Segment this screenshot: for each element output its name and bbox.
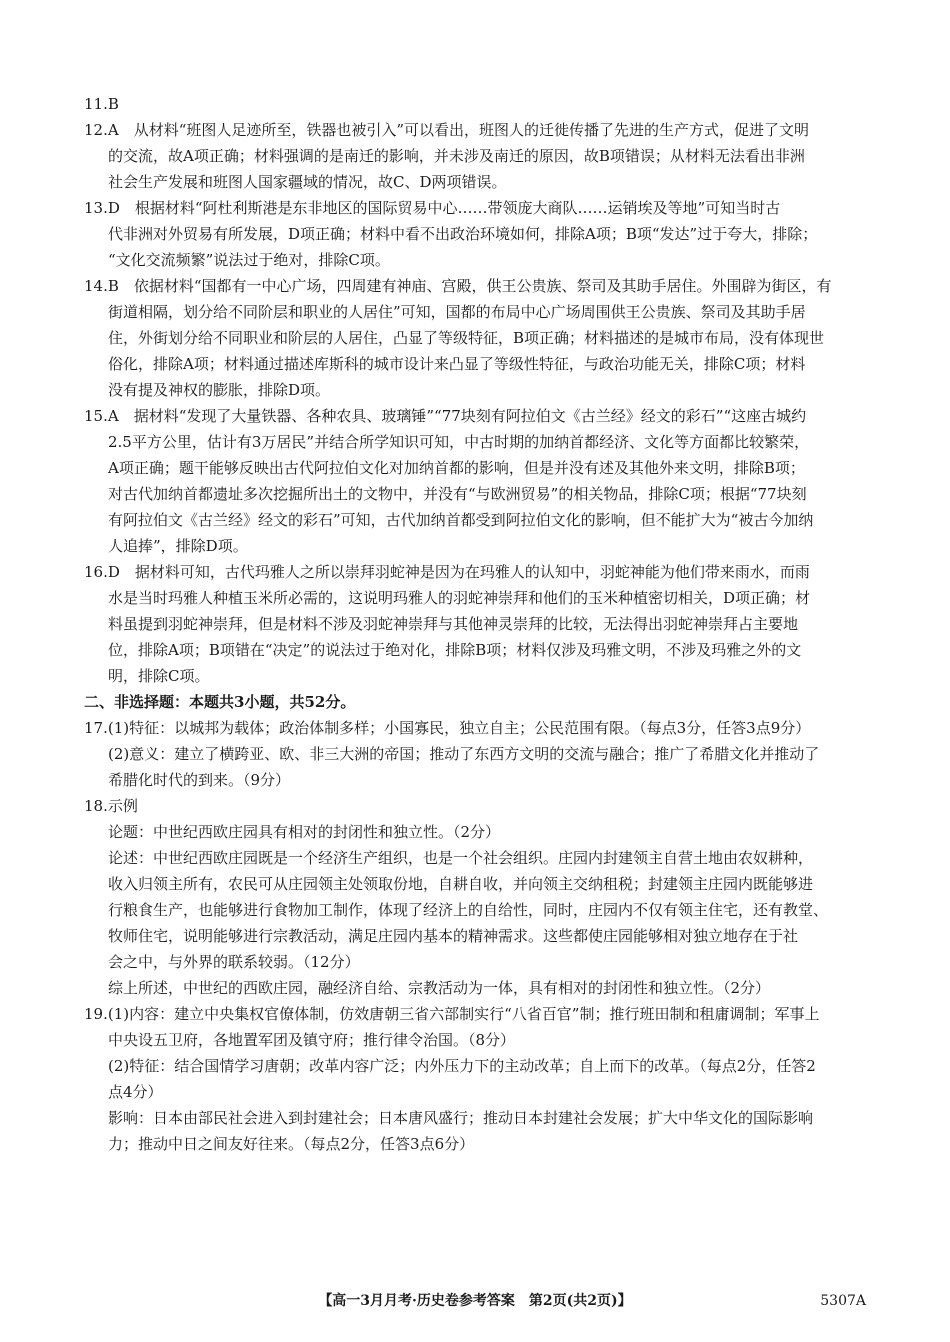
text-line: 17.(1)特征：以城邦为载体；政治体制多样；小国寡民，独立自主；公民范围有限。（每点3分，任答3点9分） [84, 719, 811, 737]
text-line: 料虽提到羽蛇神崇拜，但是材料不涉及羽蛇神崇拜与其他神灵崇拜的比较，无法得出羽蛇神崇拜占主要地 [108, 615, 799, 633]
text-line: (2)意义：建立了横跨亚、欧、非三大洲的帝国；推动了东西方文明的交流与融合；推广了希腊文化并推动了 [108, 745, 820, 763]
text-line: 14.B 依据材料“国都有一中心广场，四周建有神庙、宫殿，供王公贵族、祭司及其助手居住。外围辟为街区，有 [84, 277, 832, 295]
text-line: 12.A 从材料“班图人足迹所至，铁器也被引入”可以看出，班图人的迁徙传播了先进的生产方式，促进了文明 [84, 121, 810, 139]
text-line: 会之中，与外界的联系较弱。（12分） [108, 953, 360, 971]
text-line: 水是当时玛雅人种植玉米所必需的，这说明玛雅人的羽蛇神崇拜和他们的玉米种植密切相关，D项正确；材 [108, 589, 811, 607]
page-footer [0, 1290, 950, 1312]
text-line: A项正确；题干能够反映出古代阿拉伯文化对加纳首都的影响，但是并没有述及其他外来文明，排除B项； [108, 459, 805, 477]
text-line: 希腊化时代的到来。（9分） [108, 771, 291, 789]
text-line: 中央设五卫府，各地置军团及镇守府；推行律令治国。（8分） [108, 1031, 516, 1049]
text-line: 18.示例 [84, 797, 138, 815]
text-line: 有阿拉伯文《古兰经》经文的彩石”可知，古代加纳首都受到阿拉伯文化的影响，但不能扩大为“被古今加纳 [108, 511, 814, 529]
footer-title: 【高一3月月考·历史卷参考答案 第2页(共2页)】 [318, 1293, 632, 1309]
text-line: 俗化，排除A项；材料通过描述库斯科的城市设计来凸显了等级性特征，与政治功能无关，排除C项；材料 [108, 355, 806, 373]
text-line: 2.5平方公里，估计有3万居民”并结合所学知识可知，中古时期的加纳首都经济、文化等方面都比较繁荣， [108, 433, 810, 451]
text-line: 牧师住宅，说明能够进行宗教活动，满足庄园内基本的精神需求。这些都使庄园能够相对独立地存在于社 [108, 927, 799, 945]
text-line: 行粮食生产，也能够进行食物加工制作，体现了经济上的自给性，同时，庄园内不仅有领主住宅，还有教堂、 [108, 901, 829, 919]
text-line: 影响：日本由部民社会进入到封建社会；日本唐风盛行；推动日本封建社会发展；扩大中华文化的国际影响 [108, 1109, 814, 1127]
text-line: 点4分） [108, 1083, 163, 1101]
text-line: 力；推动中日之间友好往来。（每点2分，任答3点6分） [108, 1135, 475, 1153]
text-line: 对古代加纳首都遗址多次挖掘所出土的文物中，并没有“与欧洲贸易”的相关物品，排除C项；根据“77块刻 [108, 485, 807, 503]
section-heading: 二、非选择题：本题共3小题，共52分。 [84, 693, 356, 711]
text-line: 15.A 据材料“发现了大量铁器、各种农具、玻璃锤”“77块刻有阿拉伯文《古兰经》经文的彩石”“这座古城约 [84, 407, 807, 425]
text-line: 明，排除C项。 [108, 667, 210, 685]
text-line: 人追捧”，排除D项。 [108, 537, 248, 555]
text-line: 的交流，故A项正确；材料强调的是南迁的影响，并未涉及南迁的原因，故B项错误；从材料无法看出非洲 [108, 147, 805, 165]
text-line: 没有提及神权的膨胀，排除D项。 [108, 381, 331, 399]
text-line: 代非洲对外贸易有所发展，D项正确；材料中看不出政治环境如何，排除A项；B项“发达”过于夸大，排除； [108, 225, 818, 243]
text-line: 综上所述，中世纪的西欧庄园，融经济自给、宗教活动为一体，具有相对的封闭性和独立性。（2分） [108, 979, 771, 997]
footer-code: 5307A [820, 1293, 866, 1309]
text-line: 11.B [84, 95, 119, 113]
text-line: 位，排除A项；B项错在“决定”的说法过于绝对化，排除B项；材料仅涉及玛雅文明，不涉及玛雅之外的文 [108, 641, 802, 659]
answer-content [84, 94, 874, 1160]
text-line: 社会生产发展和班图人国家疆域的情况，故C、D两项错误。 [108, 173, 507, 191]
text-line: 街道相隔，划分给不同阶层和职业的人居住”可知，国都的布局中心广场周围供王公贵族、祭司及其助手居 [108, 303, 806, 321]
text-line: 论述：中世纪西欧庄园既是一个经济生产组织，也是一个社会组织。庄园内封建领主自营土地由农奴耕种， [108, 849, 814, 867]
text-line: (2)特征：结合国情学习唐朝；改革内容广泛；内外压力下的主动改革；自上而下的改革。（每点2分，任答2 [108, 1057, 816, 1075]
text-line: 论题：中世纪西欧庄园具有相对的封闭性和独立性。（2分） [108, 823, 501, 841]
text-line: “文化交流频繁”说法过于绝对，排除C项。 [108, 251, 390, 269]
text-line: 收入归领主所有，农民可从庄园领主处领取份地，自耕自收，并向领主交纳租税；封建领主庄园内既能够进 [108, 875, 814, 893]
text-line: 13.D 根据材料“阿杜利斯港是东非地区的国际贸易中心……带领庞大商队……运销埃及等地”可知当时古 [84, 199, 781, 217]
text-line: 19.(1)内容：建立中央集权官僚体制，仿效唐朝三省六部制实行“八省百官”制；推行班田制和租庸调制；军事上 [84, 1005, 820, 1023]
text-line: 16.D 据材料可知，古代玛雅人之所以崇拜羽蛇神是因为在玛雅人的认知中，羽蛇神能为他们带来雨水，而雨 [84, 563, 810, 581]
text-line: 住，外街划分给不同职业和阶层的人居住，凸显了等级特征，B项正确；材料描述的是城市布局，没有体现世 [108, 329, 825, 347]
